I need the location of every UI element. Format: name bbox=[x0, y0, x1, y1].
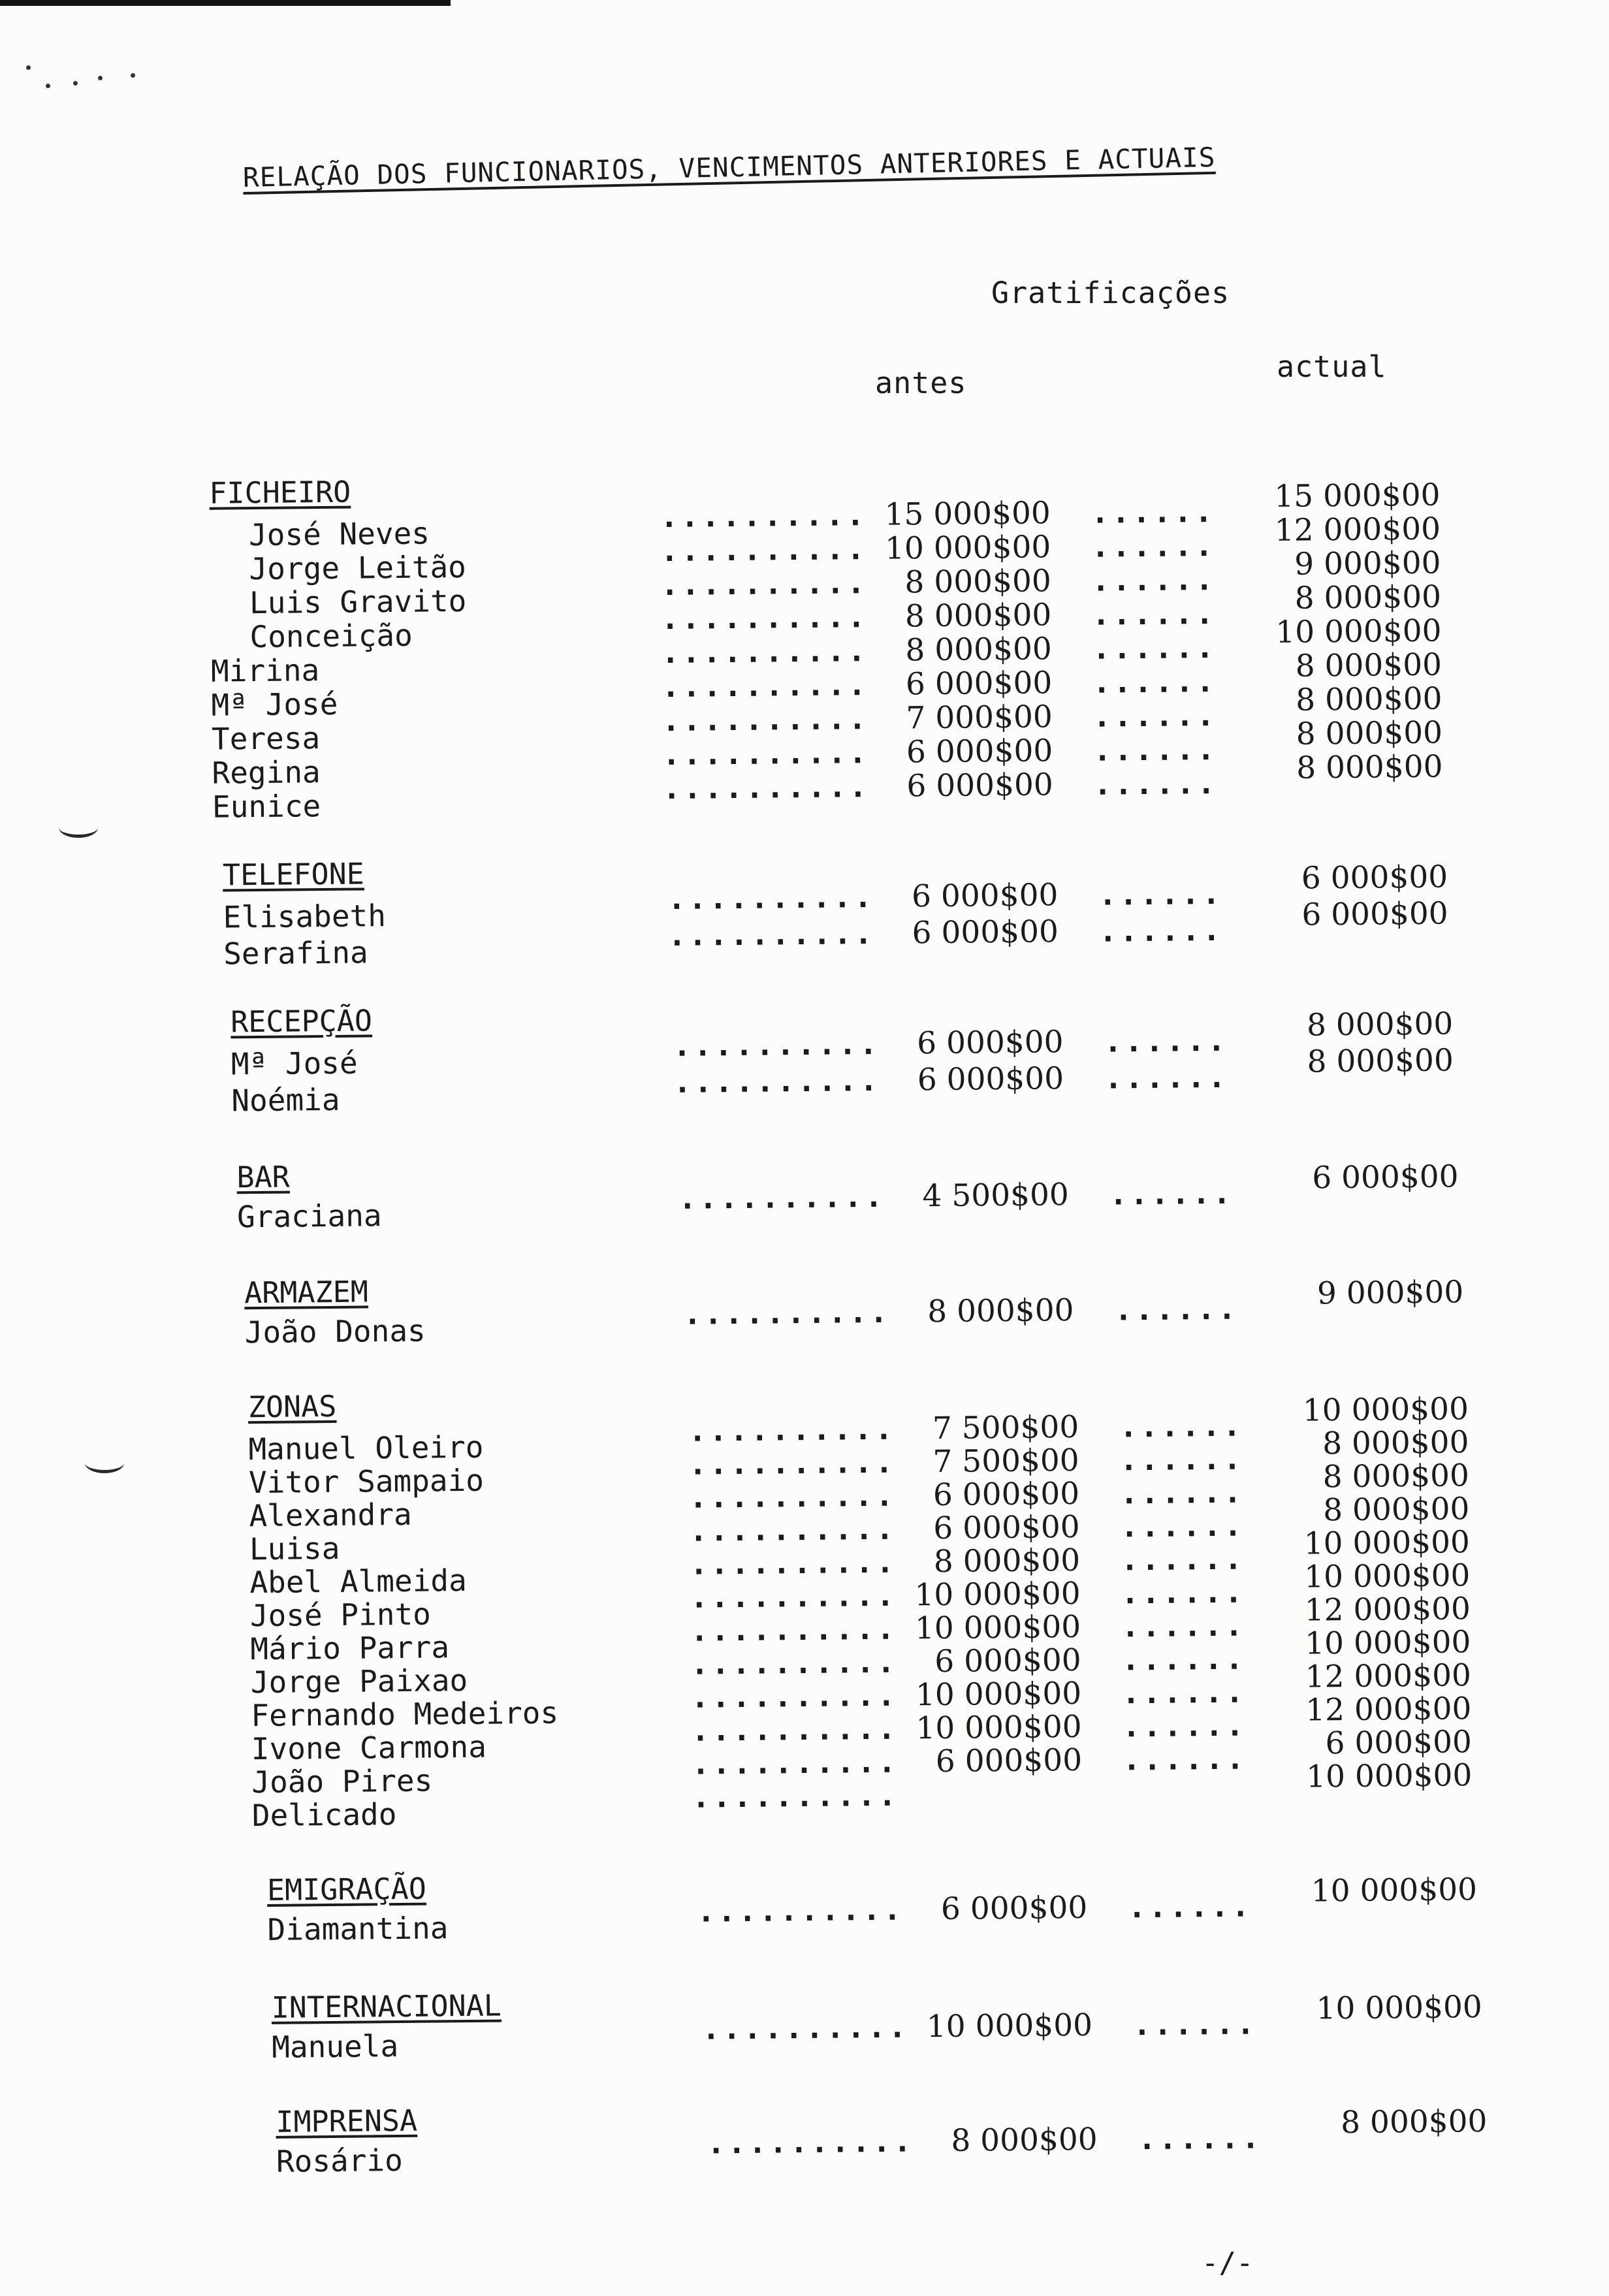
dot-leader: ...... bbox=[1121, 1640, 1247, 1678]
dot-leader: .......... bbox=[661, 633, 868, 671]
amount-before: 8 000$00 bbox=[905, 631, 1053, 669]
amount-before: 6 000$00 bbox=[911, 877, 1059, 915]
dot-leader: .......... bbox=[667, 878, 875, 916]
employee-name: João Pires bbox=[251, 1762, 433, 1800]
dot-leader: .......... bbox=[661, 701, 869, 739]
amount-before: 6 000$00 bbox=[940, 1889, 1088, 1928]
employee-name: Mª José bbox=[231, 1045, 358, 1082]
dot-leader: ...... bbox=[1104, 1059, 1229, 1096]
employee-name: Regina bbox=[212, 754, 321, 791]
dot-leader: .......... bbox=[660, 565, 868, 603]
amount-before: 6 000$00 bbox=[906, 767, 1054, 805]
section-title: IMPRENSA bbox=[276, 2103, 418, 2139]
column-header-current: actual bbox=[1277, 349, 1387, 384]
amount-current: 8 000$00 bbox=[1295, 646, 1442, 684]
dot-leader: .......... bbox=[691, 1744, 899, 1781]
dot-leader: ...... bbox=[1114, 1290, 1239, 1328]
dot-leader: .......... bbox=[661, 667, 869, 705]
dot-leader: .......... bbox=[662, 735, 870, 773]
dot-leader: ...... bbox=[1121, 1674, 1247, 1711]
amount-before: 6 000$00 bbox=[905, 665, 1053, 703]
dot-leader: ...... bbox=[1122, 1707, 1247, 1744]
employee-name: Luisa bbox=[249, 1530, 340, 1567]
amount-before: 15 000$00 bbox=[884, 495, 1051, 533]
employee-name: Jorge Leitão bbox=[249, 549, 467, 587]
employee-name: Jorge Paixao bbox=[250, 1662, 468, 1700]
amount-current: 8 000$00 bbox=[1296, 748, 1443, 786]
amount-current: 8 000$00 bbox=[1307, 1042, 1454, 1080]
dot-leader: ...... bbox=[1132, 2005, 1258, 2043]
employee-name: Graciana bbox=[236, 1198, 382, 1235]
amount-before: 10 000$00 bbox=[916, 1708, 1082, 1747]
amount-before: 8 000$00 bbox=[933, 1542, 1081, 1580]
amount-current: 12 000$00 bbox=[1305, 1691, 1472, 1729]
amount-before: 6 000$00 bbox=[935, 1742, 1083, 1780]
dot-leader: ...... bbox=[1092, 663, 1217, 700]
dot-leader: ...... bbox=[1091, 493, 1216, 530]
dot-leader: ...... bbox=[1119, 1474, 1245, 1511]
section bbox=[7, 1860, 1609, 1947]
dot-leader: ...... bbox=[1121, 1607, 1246, 1644]
amount-before: 10 000$00 bbox=[914, 1608, 1081, 1647]
employee-name: Conceição bbox=[249, 617, 413, 655]
amount-before: 6 000$00 bbox=[934, 1642, 1081, 1680]
dot-leader: .......... bbox=[678, 1178, 886, 1216]
amount-current: 8 000$00 bbox=[1295, 680, 1442, 718]
dot-leader: .......... bbox=[662, 769, 870, 806]
amount-current: 8 000$00 bbox=[1340, 2103, 1488, 2141]
amount-current: 10 000$00 bbox=[1303, 1524, 1471, 1562]
section-title: TELEFONE bbox=[222, 856, 365, 893]
amount-before: 7 500$00 bbox=[932, 1409, 1079, 1447]
dot-leader: ...... bbox=[1092, 731, 1218, 768]
page-continuation-mark: -/- bbox=[1202, 2246, 1254, 2280]
amount-before: 10 000$00 bbox=[914, 1575, 1081, 1614]
employee-name: Mirina bbox=[210, 652, 320, 689]
employee-name: Mário Parra bbox=[250, 1629, 450, 1667]
employee-name: João Donas bbox=[244, 1313, 426, 1350]
employee-name: Manuela bbox=[271, 2028, 399, 2065]
employee-name: Alexandra bbox=[249, 1496, 412, 1534]
dot-leader: .......... bbox=[690, 1644, 898, 1682]
amount-current: 15 000$00 bbox=[1274, 477, 1441, 515]
dot-leader: ...... bbox=[1093, 765, 1219, 802]
employee-name: Manuel Oleiro bbox=[248, 1429, 484, 1467]
dot-leader: ...... bbox=[1091, 527, 1216, 564]
amount-current: 8 000$00 bbox=[1322, 1424, 1469, 1462]
amount-before: 6 000$00 bbox=[906, 733, 1053, 771]
employee-name: Serafina bbox=[223, 934, 368, 972]
employee-name: José Pinto bbox=[249, 1596, 432, 1634]
amount-current: 8 000$00 bbox=[1322, 1491, 1470, 1529]
amount-current: 10 000$00 bbox=[1275, 613, 1442, 651]
amount-current: 9 000$00 bbox=[1294, 545, 1441, 582]
amount-current: 10 000$00 bbox=[1303, 1557, 1471, 1595]
employee-name: Teresa bbox=[211, 720, 321, 757]
employee-name: Rosário bbox=[276, 2142, 404, 2179]
employee-name: Luis Gravito bbox=[249, 582, 467, 621]
dot-leader: ...... bbox=[1122, 1740, 1247, 1778]
section-title: INTERNACIONAL bbox=[271, 1988, 502, 2025]
amount-current: 10 000$00 bbox=[1302, 1391, 1469, 1429]
dot-leader: .......... bbox=[661, 599, 868, 637]
dot-leader: ...... bbox=[1138, 2120, 1263, 2157]
amount-before: 6 000$00 bbox=[933, 1508, 1080, 1547]
dot-leader: ...... bbox=[1109, 1175, 1234, 1212]
dot-leader: ...... bbox=[1092, 629, 1217, 666]
dot-leader: .......... bbox=[688, 1411, 896, 1448]
employee-name: Diamantina bbox=[267, 1910, 449, 1947]
amount-before: 8 000$00 bbox=[904, 597, 1052, 635]
dot-leader: ...... bbox=[1119, 1441, 1245, 1478]
dot-leader: .......... bbox=[690, 1610, 898, 1648]
dot-leader: .......... bbox=[673, 1025, 880, 1063]
section bbox=[0, 462, 1602, 825]
amount-before: 8 000$00 bbox=[951, 2121, 1098, 2159]
column-header-before: antes bbox=[875, 366, 967, 400]
section bbox=[9, 2092, 1609, 2179]
amount-current: 6 000$00 bbox=[1301, 895, 1448, 933]
amount-current: 6 000$00 bbox=[1301, 859, 1448, 897]
employee-name: José Neves bbox=[248, 515, 430, 553]
employee-name: Noémia bbox=[231, 1081, 340, 1119]
dot-leader: ...... bbox=[1120, 1540, 1245, 1578]
dot-leader: .......... bbox=[673, 1062, 881, 1100]
dot-leader: ...... bbox=[1104, 1022, 1228, 1059]
dot-leader: .......... bbox=[688, 1477, 897, 1515]
amount-current: 10 000$00 bbox=[1305, 1757, 1473, 1795]
dot-leader: .......... bbox=[692, 1777, 899, 1815]
employee-name: Delicado bbox=[251, 1796, 397, 1834]
amount-before: 6 000$00 bbox=[917, 1060, 1064, 1098]
amount-before: 4 500$00 bbox=[922, 1177, 1070, 1215]
amount-current: 8 000$00 bbox=[1296, 714, 1443, 752]
amount-current: 10 000$00 bbox=[1316, 1989, 1483, 2027]
dot-leader: ...... bbox=[1098, 875, 1223, 912]
section-title: FICHEIRO bbox=[209, 474, 351, 511]
dot-leader: ...... bbox=[1091, 595, 1217, 632]
dot-leader: .......... bbox=[707, 2123, 914, 2161]
dot-leader: .......... bbox=[697, 1891, 904, 1929]
document-title: RELAÇÃO DOS FUNCIONARIOS, VENCIMENTOS ANTERIORES E ACTUAIS bbox=[242, 141, 1216, 193]
amount-before: 7 000$00 bbox=[906, 699, 1053, 737]
amount-current: 12 000$00 bbox=[1274, 511, 1441, 549]
dot-leader: ...... bbox=[1121, 1574, 1246, 1611]
section-title: BAR bbox=[236, 1159, 290, 1195]
dot-leader: .......... bbox=[691, 1710, 899, 1748]
dot-leader: .......... bbox=[683, 1294, 891, 1331]
section bbox=[8, 1977, 1609, 2065]
amount-current: 6 000$00 bbox=[1312, 1158, 1459, 1196]
amount-before: 10 000$00 bbox=[926, 2007, 1093, 2045]
dot-leader: ...... bbox=[1119, 1407, 1244, 1444]
dot-leader: ...... bbox=[1091, 561, 1217, 598]
dot-leader: .......... bbox=[701, 2009, 910, 2047]
section bbox=[1, 1262, 1609, 1350]
amount-before: 8 000$00 bbox=[904, 563, 1052, 601]
dot-leader: ...... bbox=[1098, 912, 1224, 949]
amount-before: 10 000$00 bbox=[884, 529, 1051, 567]
group-heading: Gratificações bbox=[991, 276, 1230, 310]
section-title: EMIGRAÇÃO bbox=[266, 1871, 427, 1907]
dot-leader: .......... bbox=[689, 1544, 897, 1582]
dot-leader: ...... bbox=[1127, 1888, 1252, 1925]
section-title: ARMAZEM bbox=[244, 1274, 369, 1311]
employee-name: Vitor Sampaio bbox=[248, 1462, 485, 1501]
employee-name: Fernando Medeiros bbox=[251, 1695, 559, 1734]
dot-leader: .......... bbox=[660, 531, 868, 569]
amount-current: 8 000$00 bbox=[1306, 1006, 1454, 1044]
section bbox=[0, 1147, 1609, 1235]
amount-current: 8 000$00 bbox=[1294, 579, 1442, 616]
dot-leader: .......... bbox=[690, 1577, 897, 1615]
amount-before: 10 000$00 bbox=[915, 1675, 1082, 1714]
section bbox=[0, 991, 1608, 1119]
amount-before: 8 000$00 bbox=[927, 1292, 1074, 1330]
employee-name: Elisabeth bbox=[223, 898, 387, 935]
amount-before: 6 000$00 bbox=[917, 1024, 1064, 1062]
dot-leader: ...... bbox=[1092, 697, 1218, 734]
section-title: ZONAS bbox=[247, 1388, 337, 1425]
amount-before: 6 000$00 bbox=[932, 1475, 1080, 1514]
amount-current: 9 000$00 bbox=[1316, 1274, 1464, 1312]
dot-leader: .......... bbox=[690, 1677, 899, 1715]
employee-name: Eunice bbox=[212, 788, 321, 825]
employee-name: Ivone Carmona bbox=[251, 1729, 487, 1767]
amount-current: 6 000$00 bbox=[1325, 1724, 1473, 1762]
dot-leader: ...... bbox=[1120, 1507, 1245, 1544]
section bbox=[3, 1377, 1609, 1834]
section bbox=[0, 844, 1606, 972]
employee-name: Mª José bbox=[211, 686, 338, 723]
amount-before: 7 500$00 bbox=[932, 1442, 1079, 1480]
amount-current: 12 000$00 bbox=[1305, 1657, 1472, 1695]
amount-current: 10 000$00 bbox=[1304, 1624, 1471, 1662]
amount-before: 6 000$00 bbox=[912, 914, 1059, 951]
amount-current: 12 000$00 bbox=[1304, 1591, 1471, 1629]
dot-leader: .......... bbox=[660, 497, 867, 535]
dot-leader: .......... bbox=[688, 1444, 896, 1482]
dot-leader: .......... bbox=[689, 1510, 897, 1548]
section-title: RECEPÇÃO bbox=[230, 1003, 373, 1040]
amount-current: 10 000$00 bbox=[1311, 1872, 1478, 1909]
dot-leader: .......... bbox=[667, 915, 876, 953]
amount-current: 8 000$00 bbox=[1322, 1458, 1470, 1495]
employee-name: Abel Almeida bbox=[249, 1562, 468, 1601]
